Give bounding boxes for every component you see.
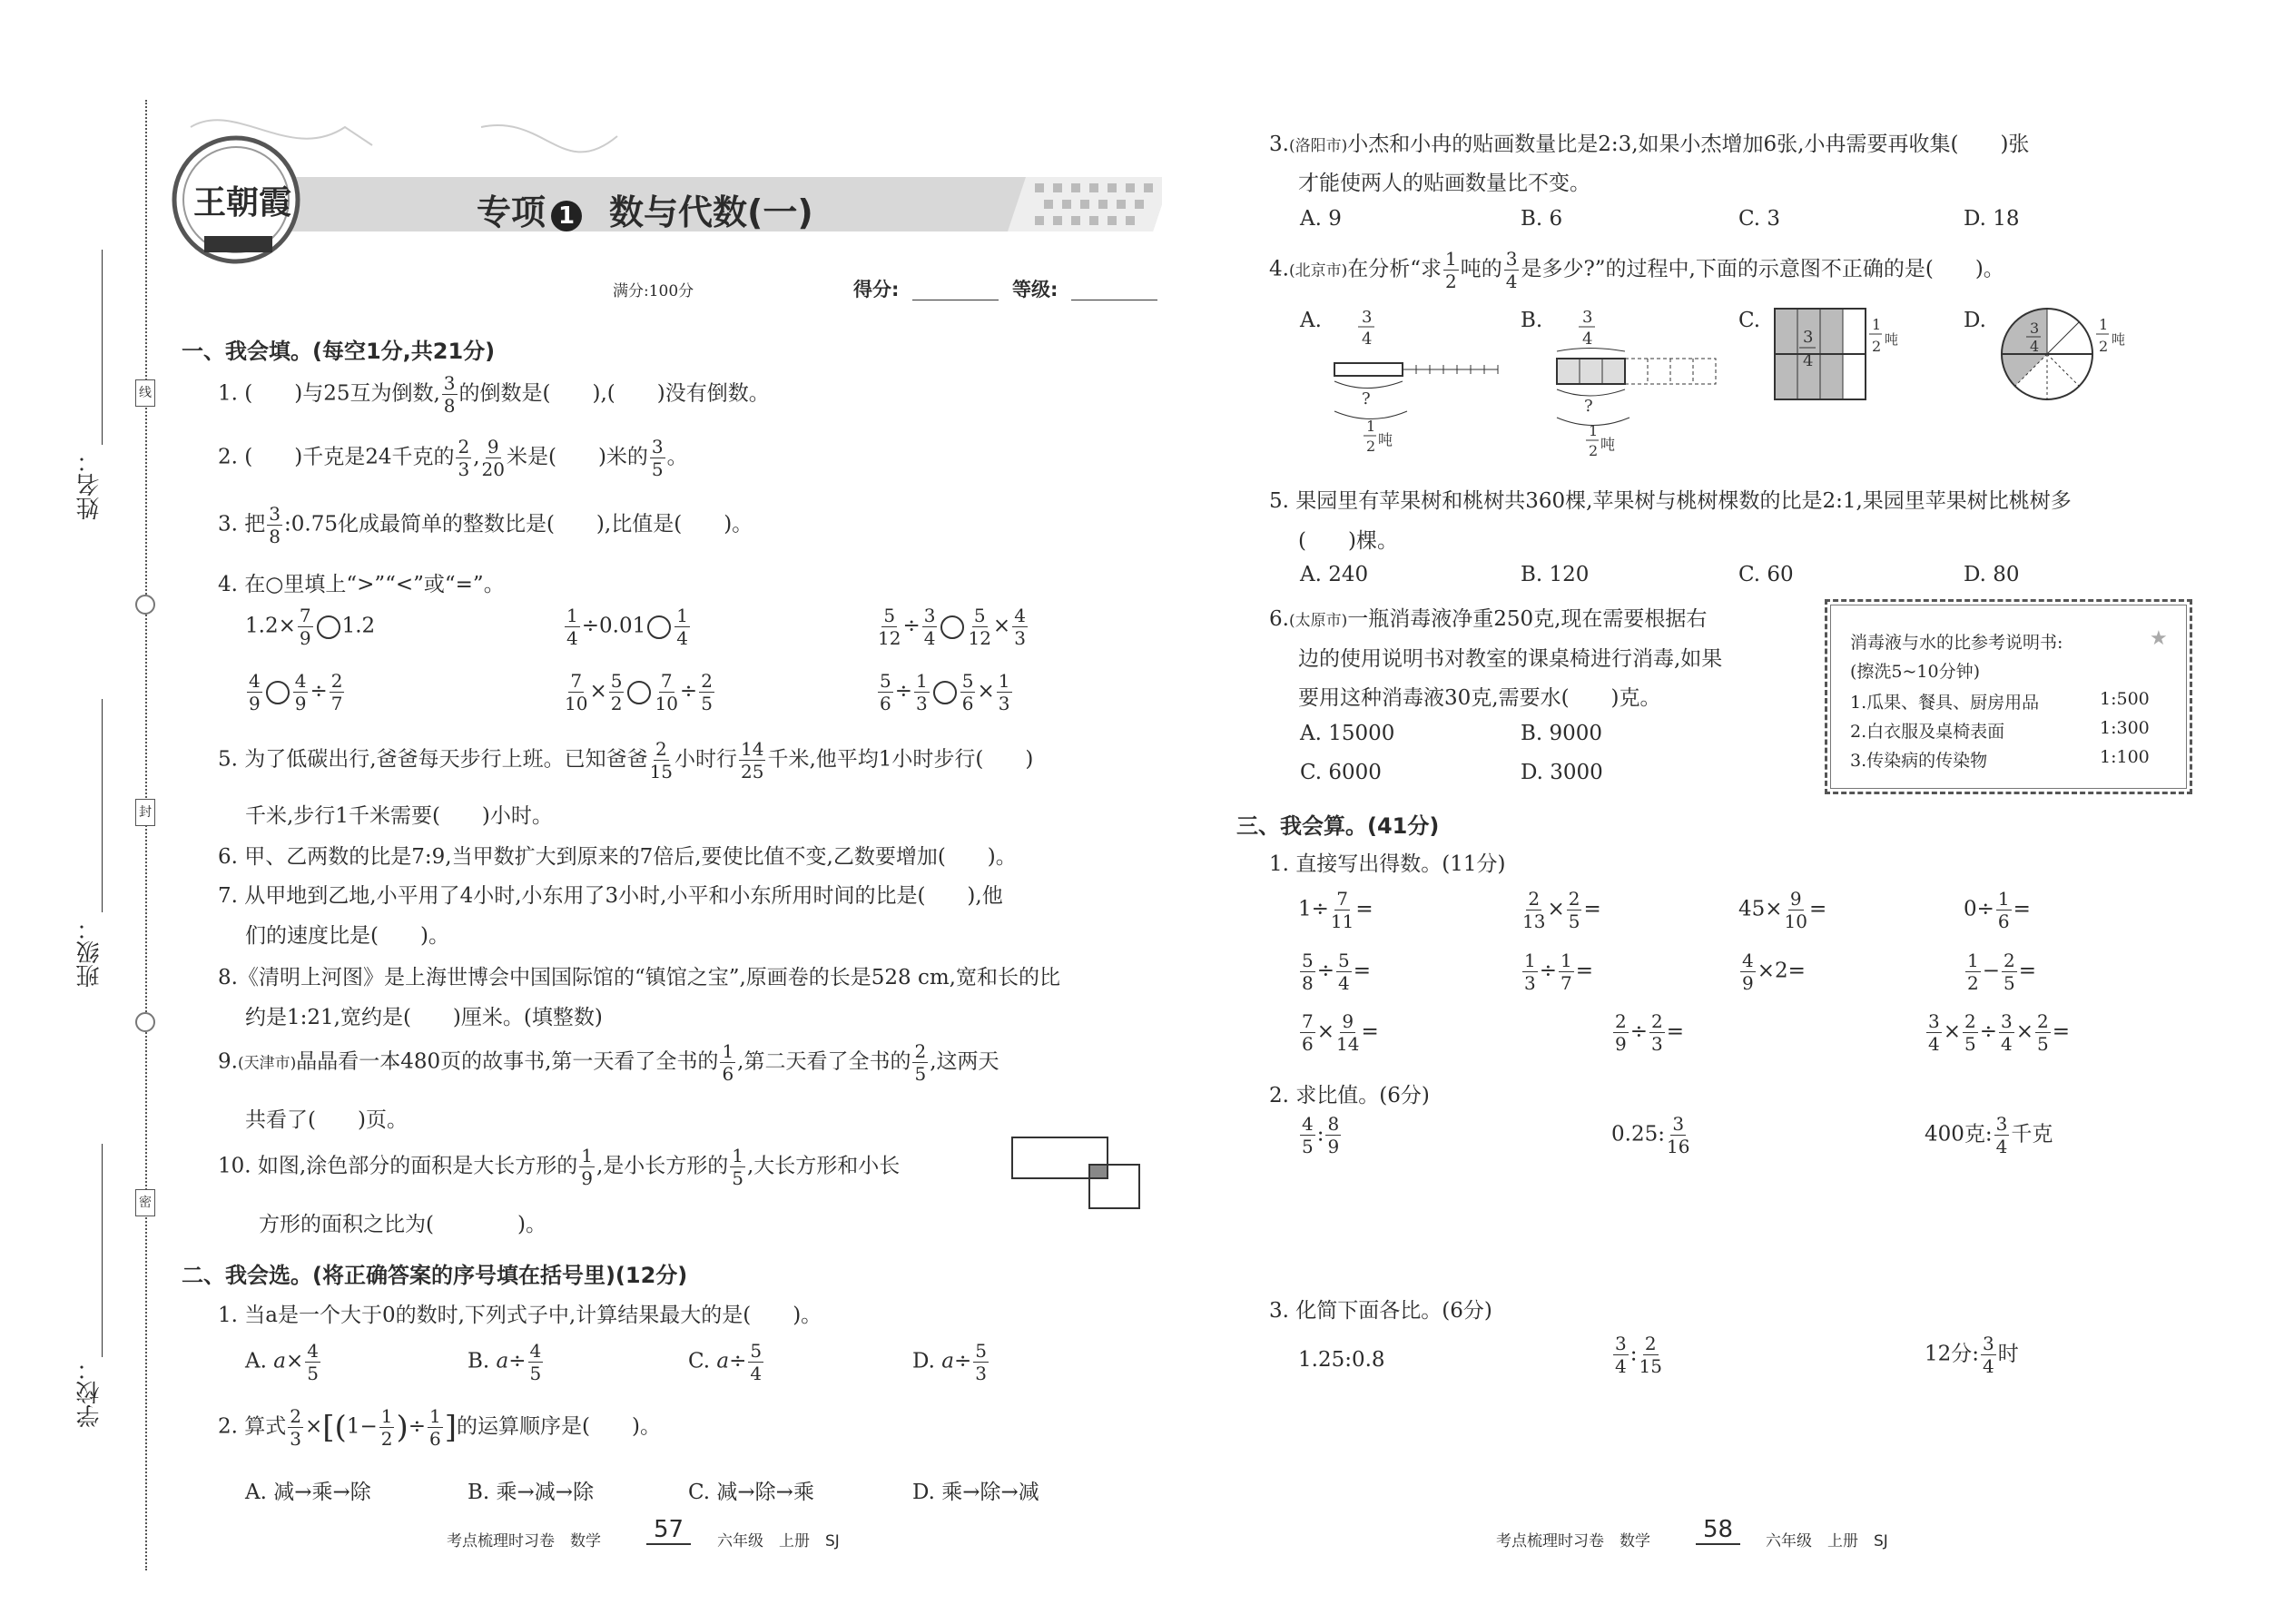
option-r5-d[interactable]: D. 80: [1964, 563, 2020, 586]
question-r5: 5. 果园里有苹果树和桃树共360棵,苹果树与桃树棵数的比是2:1,果园里苹果树比桃树多: [1269, 489, 2072, 513]
option-r6-a[interactable]: A. 15000: [1300, 722, 1395, 745]
svg-text:?: ?: [1584, 397, 1593, 416]
question-2-2: 2. 算式 $\frac{2}{3}$ ×[(1− $\frac{1}{2}$ )÷ $\frac{1}{6}$ ]的运算顺序是( )。: [218, 1405, 661, 1450]
option-2-1-b[interactable]: B. a÷ $\frac{4}{5}$: [468, 1340, 542, 1384]
calc-item[interactable]: $\frac{2}{9}$ ÷ $\frac{2}{3}$ =: [1615, 1010, 1685, 1055]
compare-2[interactable]: $\frac{1}{4}$ ÷0.01 $\frac{1}{4}$: [566, 605, 688, 649]
star-icon: ★: [2150, 627, 2168, 650]
question-1-10-cont: 方形的面积之比为( )。: [259, 1213, 546, 1236]
box-row-3-ratio: 1:100: [2100, 747, 2150, 767]
section-3-heading: 三、我会算。(41分): [1236, 813, 1440, 839]
binding-ring-icon: [135, 1012, 155, 1032]
svg-text:4: 4: [2030, 338, 2040, 355]
option-r6-d[interactable]: D. 3000: [1521, 761, 1603, 784]
calc-item[interactable]: $\frac{7}{6}$ × $\frac{9}{14}$ =: [1302, 1010, 1379, 1055]
calc-item[interactable]: $\frac{1}{3}$ ÷ $\frac{1}{7}$ =: [1524, 950, 1594, 994]
compare-5[interactable]: $\frac{7}{10}$ × $\frac{5}{2}$ $\frac{7}{10}$ ÷ $\frac{2}{5}$: [565, 670, 713, 714]
option-r6-c[interactable]: C. 6000: [1300, 761, 1382, 784]
name-label: 姓名：: [76, 449, 103, 520]
seal-mark-mi: 密: [135, 1189, 155, 1216]
svg-text:2: 2: [2099, 338, 2109, 355]
compare-1[interactable]: 1.2× $\frac{7}{9}$ 1.2: [245, 605, 376, 649]
footer-right-book: 考点梳理时习卷 数学: [1496, 1532, 1650, 1550]
svg-text:2: 2: [1366, 438, 1376, 455]
box-row-2-ratio: 1:300: [2100, 718, 2150, 738]
box-title: 消毒液与水的比参考说明书:: [1850, 633, 2063, 653]
page-number-57: 57: [646, 1516, 691, 1545]
section-1-heading: 一、我会填。(每空1分,共21分): [182, 339, 496, 364]
svg-text:4: 4: [1582, 330, 1593, 349]
option-2-2-d[interactable]: D. 乘→除→减: [912, 1481, 1039, 1504]
class-line: [102, 699, 103, 912]
svg-text:4: 4: [1362, 330, 1373, 349]
calc-item[interactable]: 1÷ $\frac{7}{11}$ =: [1298, 888, 1373, 932]
option-r5-a[interactable]: A. 240: [1300, 563, 1369, 586]
option-r3-a[interactable]: A. 9: [1300, 207, 1342, 231]
option-r5-c[interactable]: C. 60: [1738, 563, 1794, 586]
ratio-item[interactable]: 400克: $\frac{3}{4}$ 千克: [1925, 1113, 2053, 1157]
question-1-8-cont: 约是1:21,宽约是( )厘米。(填整数): [245, 1006, 603, 1029]
svg-text:3: 3: [1803, 328, 1814, 347]
question-1-7-cont: 们的速度比是( )。: [245, 924, 449, 948]
option-2-1-d[interactable]: D. a÷ $\frac{5}{3}$: [912, 1340, 987, 1384]
calc-item[interactable]: $\frac{5}{8}$ ÷ $\frac{5}{4}$ =: [1302, 950, 1372, 994]
option-r3-d[interactable]: D. 18: [1964, 207, 2020, 231]
simplify-item[interactable]: 1.25:0.8: [1298, 1348, 1385, 1372]
footer-right-grade: 六年级 上册 SJ: [1766, 1532, 1888, 1550]
seal-mark-xian: 线: [135, 379, 155, 407]
question-1-9: 9.(天津市)晶晶看一本480页的故事书,第一天看了全书的 $\frac{1}{6}$ ,第二天看了全书的 $\frac{2}{5}$ ,这两天: [218, 1040, 999, 1085]
diagram-option-b: [1548, 304, 1720, 463]
calc-3-title: 3. 化简下面各比。(6分): [1269, 1299, 1492, 1323]
ratio-item[interactable]: 0.25: $\frac{3}{16}$: [1611, 1113, 1690, 1157]
question-1-5-cont: 千米,步行1千米需要( )小时。: [245, 804, 553, 828]
box-sub: (擦洗5~10分钟): [1850, 662, 1981, 682]
svg-text:吨: 吨: [1600, 436, 1616, 453]
class-label: 班级：: [76, 917, 103, 988]
calc-item[interactable]: $\frac{1}{2}$ − $\frac{2}{5}$ =: [1967, 950, 2037, 994]
question-r6: 6.(太原市)一瓶消毒液净重250克,现在需要根据右: [1269, 607, 1708, 631]
question-1-7: 7. 从甲地到乙地,小平用了4小时,小东用了3小时,小平和小东所用时间的比是( ),他: [218, 884, 1003, 908]
question-1-5: 5. 为了低碳出行,爸爸每天步行上班。已知爸爸 $\frac{2}{15}$ 小时行 $\frac{14}{25}$ 千米,他平均1小时步行( ): [218, 738, 1034, 782]
question-1-4: 4. 在○里填上“>”“<”或“=”。: [218, 573, 505, 596]
compare-6[interactable]: $\frac{5}{6}$ ÷ $\frac{1}{3}$ $\frac{5}{6}$ × $\frac{1}{3}$: [880, 670, 1010, 714]
calc-1-title: 1. 直接写出得数。(11分): [1269, 852, 1506, 876]
question-r3-cont: 才能使两人的贴画数量比不变。: [1298, 172, 1590, 195]
calc-item[interactable]: $\frac{3}{4}$ × $\frac{2}{5}$ ÷ $\frac{3}{4}$ × $\frac{2}{5}$ =: [1928, 1010, 2071, 1055]
page-number-58: 58: [1696, 1516, 1740, 1545]
question-1-1: 1. ( )与25互为倒数, $\frac{3}{8}$ 的倒数是( ),( )没有倒数。: [218, 372, 770, 417]
option-2-1-c[interactable]: C. a÷ $\frac{5}{4}$: [688, 1340, 763, 1384]
svg-text:吨: 吨: [1378, 431, 1393, 448]
calc-item[interactable]: 0÷ $\frac{1}{6}$ =: [1964, 888, 2031, 932]
question-2-1: 1. 当a是一个大于0的数时,下列式子中,计算结果最大的是( )。: [218, 1304, 822, 1327]
question-1-3: 3. 把 $\frac{3}{8}$ :0.75化成最简单的整数比是( ),比值是( )。: [218, 503, 753, 547]
section-2-heading: 二、我会选。(将正确答案的序号填在括号里)(12分): [182, 1263, 688, 1288]
question-r6-cont2: 要用这种消毒液30克,需要水( )克。: [1298, 686, 1661, 710]
compare-3[interactable]: $\frac{5}{12}$ ÷ $\frac{3}{4}$ $\frac{5}{12}$ × $\frac{4}{3}$: [878, 605, 1026, 649]
ratio-item[interactable]: $\frac{4}{5}$ : $\frac{8}{9}$: [1302, 1113, 1340, 1157]
box-row-2: 2.白衣服及桌椅表面: [1850, 722, 2005, 742]
question-1-8: 8.《清明上河图》是上海世博会中国国际馆的“镇馆之宝”,原画卷的长是528 cm,宽和长的比: [218, 966, 1060, 989]
option-2-1-a[interactable]: A. a× $\frac{4}{5}$: [245, 1340, 319, 1384]
seal-mark-feng: 封: [135, 799, 155, 826]
school-line: [102, 1144, 103, 1357]
footer-left-book: 考点梳理时习卷 数学: [447, 1532, 601, 1550]
option-r3-c[interactable]: C. 3: [1738, 207, 1781, 231]
diagram-option-a: [1325, 304, 1507, 458]
full-score: 满分:100分: [613, 282, 694, 300]
option-2-2-c[interactable]: C. 减→除→乘: [688, 1481, 814, 1504]
footer-left-grade: 六年级 上册 SJ: [717, 1532, 840, 1550]
svg-text:1: 1: [1366, 418, 1376, 435]
svg-text:3: 3: [2030, 320, 2040, 337]
svg-text:2: 2: [1589, 442, 1599, 459]
calc-item[interactable]: 45× $\frac{9}{10}$ =: [1738, 888, 1827, 932]
svg-text:吨: 吨: [1885, 331, 1899, 348]
question-r5-cont: ( )棵。: [1298, 529, 1398, 553]
diagram-option-d: [1997, 304, 2142, 408]
option-r5-b[interactable]: B. 120: [1521, 563, 1590, 586]
binding-ring-icon: [135, 595, 155, 615]
calc-2-title: 2. 求比值。(6分): [1269, 1084, 1430, 1107]
svg-text:1: 1: [1872, 316, 1882, 333]
option-r6-b[interactable]: B. 9000: [1521, 722, 1603, 745]
question-1-10: 10. 如图,涂色部分的面积是大长方形的 $\frac{1}{9}$ ,是小长方形的 $\frac{1}{5}$ ,大长方形和小长: [218, 1145, 901, 1189]
question-1-2: 2. ( )千克是24千克的 $\frac{2}{3}$ , $\frac{9}{20}$ 米是( )米的 $\frac{3}{5}$ 。: [218, 436, 688, 480]
section-title: 专项 1 数与代数(一): [477, 192, 813, 232]
svg-text:1: 1: [1589, 422, 1599, 439]
diagram-option-c: [1770, 304, 1906, 404]
option-2-2-a[interactable]: A. 减→乘→除: [245, 1481, 371, 1504]
compare-4[interactable]: $\frac{4}{9}$ $\frac{4}{9}$ ÷ $\frac{2}{7}$: [249, 670, 343, 714]
svg-text:2: 2: [1872, 338, 1882, 355]
binding-dashed-line: [145, 100, 147, 1570]
instruction-box: [1825, 599, 2192, 794]
grade-label: 等级:: [1012, 279, 1058, 300]
question-r3: 3.(洛阳市)小杰和小冉的贴画数量比是2:3,如果小杰增加6张,小冉需要再收集( )张: [1269, 133, 2030, 156]
question-r4: 4.(北京市)在分析“求 $\frac{1}{2}$ 吨的 $\frac{3}{4}$ 是多少?”的过程中,下面的示意图不正确的是( )。: [1269, 248, 2004, 292]
question-1-6: 6. 甲、乙两数的比是7:9,当甲数扩大到原来的7倍后,要使比值不变,乙数要增加( )。: [218, 845, 1017, 869]
option-r4-d-label[interactable]: D.: [1964, 309, 1986, 332]
rectangles-diagram: [1009, 1135, 1146, 1216]
svg-text:3: 3: [1362, 308, 1373, 327]
box-row-1-ratio: 1:500: [2100, 689, 2150, 709]
simplify-item[interactable]: $\frac{3}{4}$ : $\frac{2}{15}$: [1615, 1333, 1662, 1377]
question-1-9-cont: 共看了( )页。: [245, 1108, 408, 1132]
calc-item[interactable]: $\frac{4}{9}$ ×2=: [1742, 950, 1806, 994]
option-r4-c-label[interactable]: C.: [1738, 309, 1761, 332]
svg-text:1: 1: [2099, 316, 2109, 333]
school-label: 学校：: [76, 1357, 103, 1428]
question-r6-cont1: 边的使用说明书对教室的课桌椅进行消毒,如果: [1298, 647, 1723, 671]
box-row-1: 1.瓜果、餐具、厨房用品: [1850, 693, 2040, 713]
option-r4-b-label[interactable]: B.: [1521, 309, 1543, 332]
option-2-2-b[interactable]: B. 乘→减→除: [468, 1481, 595, 1504]
option-r4-a-label[interactable]: A.: [1300, 309, 1322, 332]
svg-text:?: ?: [1362, 389, 1371, 408]
box-row-3: 3.传染病的传染物: [1850, 751, 1988, 771]
option-r3-b[interactable]: B. 6: [1521, 207, 1563, 231]
svg-text:4: 4: [1803, 351, 1814, 370]
score-label: 得分:: [853, 279, 900, 300]
brand-logo: 王朝霞: [193, 183, 292, 221]
name-line: [102, 250, 103, 445]
simplify-item[interactable]: 12分: $\frac{3}{4}$ 时: [1925, 1333, 2019, 1377]
calc-item[interactable]: $\frac{2}{13}$ × $\frac{2}{5}$ =: [1522, 888, 1601, 932]
svg-text:吨: 吨: [2112, 331, 2126, 348]
svg-text:3: 3: [1582, 308, 1593, 327]
